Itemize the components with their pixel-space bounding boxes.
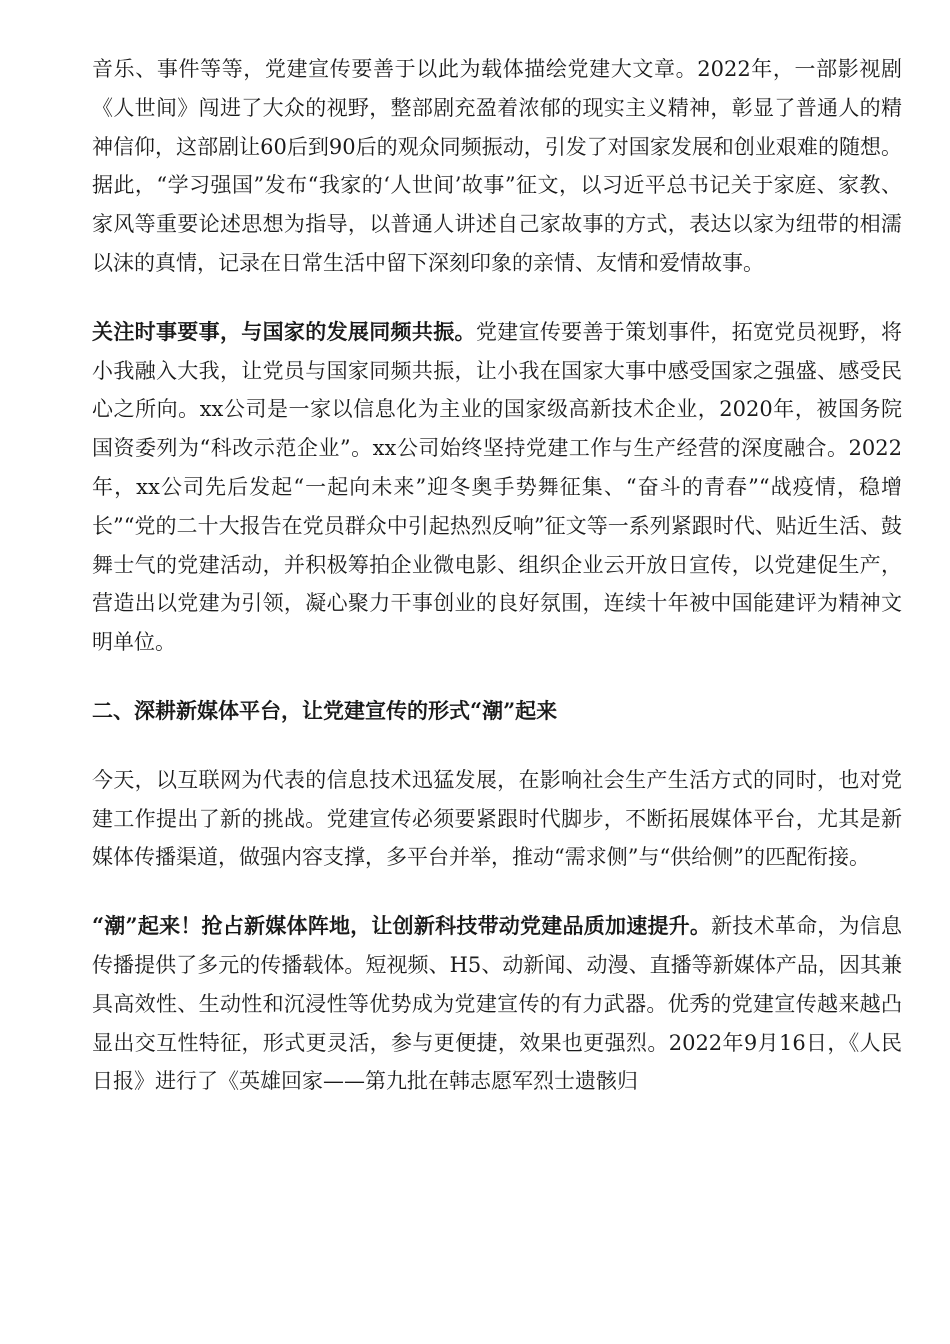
paragraph-1-text: 音乐、事件等等，党建宣传要善于以此为载体描绘党建大文章。2022年，一部影视剧《人世间》闯进了大众的视野，整部剧充盈着浓郁的现实主义精神，彰显了普通人的精神信仰，这部剧让60后到90后的观众同频振动，引发了对国家发展和创业艰难的随想。据此，“学习强国”发布“我家的‘人世间’故事”征文，以习近平总书记关于家庭、家教、家风等重要论述思想为指导，以普通人讲述自己家故事的方式，表达以家为纽带的相濡以沫的真情，记录在日常生活中留下深刻印象的亲情、友情和爱情故事。: [92, 57, 902, 275]
paragraph-2: [92, 313, 902, 662]
paragraph-3: [92, 761, 902, 877]
document-body: [92, 50, 902, 1101]
paragraph-3-text: 今天，以互联网为代表的信息技术迅猛发展，在影响社会生产生活方式的同时，也对党建工作提出了新的挑战。党建宣传必须要紧跟时代脚步，不断拓展媒体平台，尤其是新媒体传播渠道，做强内容支撑，多平台并举，推动“需求侧”与“供给侧”的匹配衔接。: [92, 767, 902, 870]
paragraph-2-lead: 关注时事要事，与国家的发展同频共振。: [92, 318, 476, 344]
paragraph-4-text: 新技术革命，为信息传播提供了多元的传播载体。短视频、H5、动新闻、动漫、直播等新媒体产品，因其兼具高效性、生动性和沉浸性等优势成为党建宣传的有力武器。优秀的党建宣传越来越凸显出交互性特征，形式更灵活，参与更便捷，效果也更强烈。2022年9月16日，《人民日报》进行了《英雄回家——第九批在韩志愿军烈士遗骸归: [92, 914, 903, 1094]
section-heading: 二、深耕新媒体平台，让党建宣传的形式“潮”起来: [92, 697, 558, 723]
paragraph-4-lead: “潮”起来！抢占新媒体阵地，让创新科技带动党建品质加速提升。: [92, 913, 712, 939]
paragraph-4: [92, 907, 902, 1101]
paragraph-2-text: 党建宣传要善于策划事件，拓宽党员视野，将小我融入大我，让党员与国家同频共振，让小我在国家大事中感受国家之强盛、感受民心之所向。xx公司是一家以信息化为主业的国家级高新技术企业，2020年，被国务院国资委列为“科改示范企业”。xx公司始终坚持党建工作与生产经营的深度融合。2022年，xx公司先后发起“一起向未来”迎冬奥手势舞征集、“奋斗的青春”“战疫情，稳增长”“党的二十大报告在党员群众中引起热烈反响”征文等一系列紧跟时代、贴近生活、鼓舞士气的党建活动，并积极筹拍企业微电影、组织企业云开放日宣传，以党建促生产，营造出以党建为引领，凝心聚力干事创业的良好氛围，连续十年被中国能建评为精神文明单位。: [92, 319, 903, 655]
paragraph-1: [92, 50, 902, 283]
